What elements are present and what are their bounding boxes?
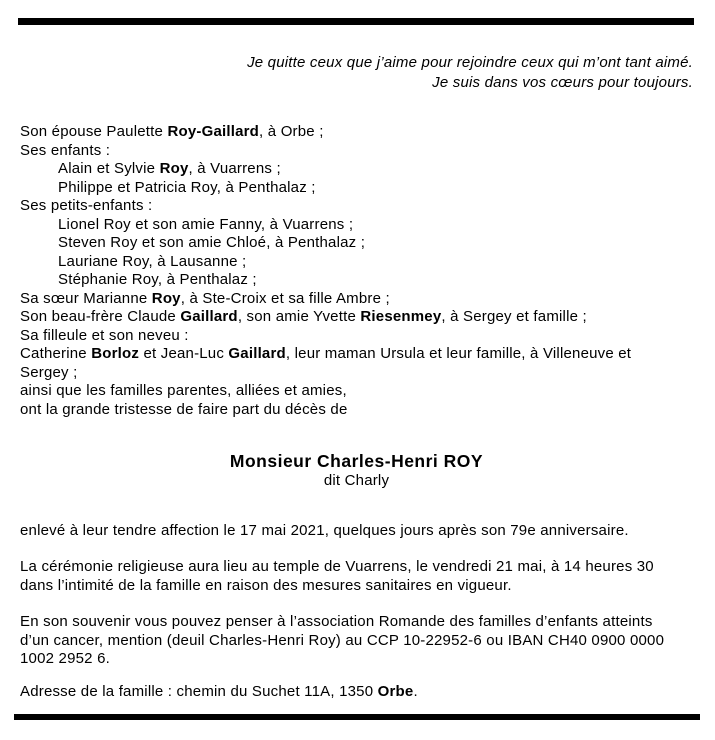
- text-line: [20, 613, 693, 632]
- text-segment: Catherine: [20, 345, 92, 362]
- text-line: [20, 327, 693, 346]
- obituary-content: [20, 0, 693, 701]
- death-announcement: [20, 522, 693, 541]
- text-line: [20, 382, 693, 401]
- text-segment: enlevé à leur tendre affection le 17 mai 2021, quelques jours après son 79e anniversaire.: [20, 521, 629, 539]
- donation-info: [20, 613, 693, 669]
- text-segment: En son souvenir vous pouvez penser à l’association Romande des familles d’enfants atteints: [20, 613, 653, 630]
- text-segment: , à Vuarrens ;: [188, 160, 281, 177]
- text-segment: Stéphanie Roy, à Penthalaz ;: [58, 271, 257, 288]
- text-segment: dans l’intimité de la famille en raison des mesures sanitaires en vigueur.: [20, 576, 512, 594]
- text-segment: Ses petits-enfants :: [20, 197, 153, 214]
- text-segment: ont la grande tristesse de faire part du décès de: [20, 400, 348, 418]
- text-segment: , à Sergey et famille ;: [441, 308, 587, 325]
- text-segment: Ses enfants :: [20, 141, 111, 159]
- text-segment: .: [413, 682, 418, 700]
- deceased-block: [20, 451, 693, 491]
- text-segment: et Jean-Luc: [139, 345, 229, 362]
- epigraph-line: Je suis dans vos cœurs pour toujours.: [432, 74, 693, 91]
- text-segment: Son beau-frère Claude: [20, 308, 181, 325]
- text-segment: Sa filleule et son neveu :: [20, 326, 189, 344]
- epigraph-line: Je quitte ceux que j’aime pour rejoindre ceux qui m’ont tant aimé.: [247, 54, 693, 71]
- text-segment: Philippe et Patricia Roy, à Penthalaz ;: [58, 178, 316, 196]
- surname-bold: Orbe: [377, 682, 414, 700]
- text-line: [20, 308, 693, 327]
- text-segment: Lauriane Roy, à Lausanne ;: [58, 252, 247, 270]
- text-segment: , son amie Yvette: [237, 308, 361, 325]
- text-line: [20, 271, 693, 290]
- family-list: [20, 123, 693, 419]
- text-line: [20, 364, 693, 383]
- text-line: [20, 522, 693, 541]
- text-segment: ainsi que les familles parentes, alliées et amies,: [20, 382, 347, 399]
- text-segment: Lionel Roy et son amie Fanny, à Vuarrens ;: [58, 215, 354, 233]
- text-segment: Alain et Sylvie: [58, 160, 160, 177]
- surname-bold: Roy-Gaillard: [167, 123, 260, 140]
- text-segment: , à Ste-Croix et sa fille Ambre ;: [180, 289, 390, 307]
- text-segment: , à Orbe ;: [259, 123, 324, 140]
- text-line: [20, 142, 693, 161]
- text-line: [20, 401, 693, 420]
- text-segment: , leur maman Ursula et leur famille, à Villeneuve et: [285, 345, 632, 362]
- text-line: [20, 345, 693, 364]
- text-line: [20, 632, 693, 651]
- text-segment: Steven Roy et son amie Chloé, à Penthalaz ;: [58, 234, 366, 251]
- text-line: [20, 290, 693, 309]
- bottom-divider: [14, 714, 700, 720]
- family-address: [20, 683, 693, 702]
- text-line: [20, 197, 693, 216]
- epigraph: [20, 53, 693, 93]
- text-line: [20, 650, 693, 669]
- surname-bold: Roy: [151, 289, 181, 307]
- text-segment: La cérémonie religieuse aura lieu au temple de Vuarrens, le vendredi 21 mai, à 14 heures 30: [20, 558, 654, 575]
- text-line: [20, 123, 693, 142]
- deceased-name: Monsieur Charles-Henri ROY: [229, 451, 484, 471]
- surname-bold: Gaillard: [228, 345, 286, 362]
- text-line: [20, 558, 693, 577]
- text-segment: Sergey ;: [20, 363, 78, 381]
- surname-bold: Roy: [159, 160, 189, 177]
- text-segment: Adresse de la famille : chemin du Suchet 11A, 1350: [20, 682, 378, 700]
- text-line: [20, 216, 693, 235]
- text-line: [20, 234, 693, 253]
- ceremony-info: [20, 558, 693, 595]
- text-line: [20, 160, 693, 179]
- text-line: [20, 577, 693, 596]
- surname-bold: Gaillard: [180, 308, 238, 325]
- text-segment: d’un cancer, mention (deuil Charles-Henri Roy) au CCP 10-22952-6 ou IBAN CH40 0900 0000: [20, 631, 665, 649]
- text-segment: Sa sœur Marianne: [20, 289, 152, 307]
- text-line: [20, 179, 693, 198]
- surname-bold: Borloz: [91, 345, 140, 362]
- deceased-nickname: dit Charly: [323, 472, 390, 489]
- text-line: [20, 253, 693, 272]
- text-line: [20, 683, 693, 702]
- text-segment: Son épouse Paulette: [20, 123, 168, 140]
- surname-bold: Riesenmey: [360, 308, 442, 325]
- text-segment: 1002 2952 6.: [20, 650, 110, 667]
